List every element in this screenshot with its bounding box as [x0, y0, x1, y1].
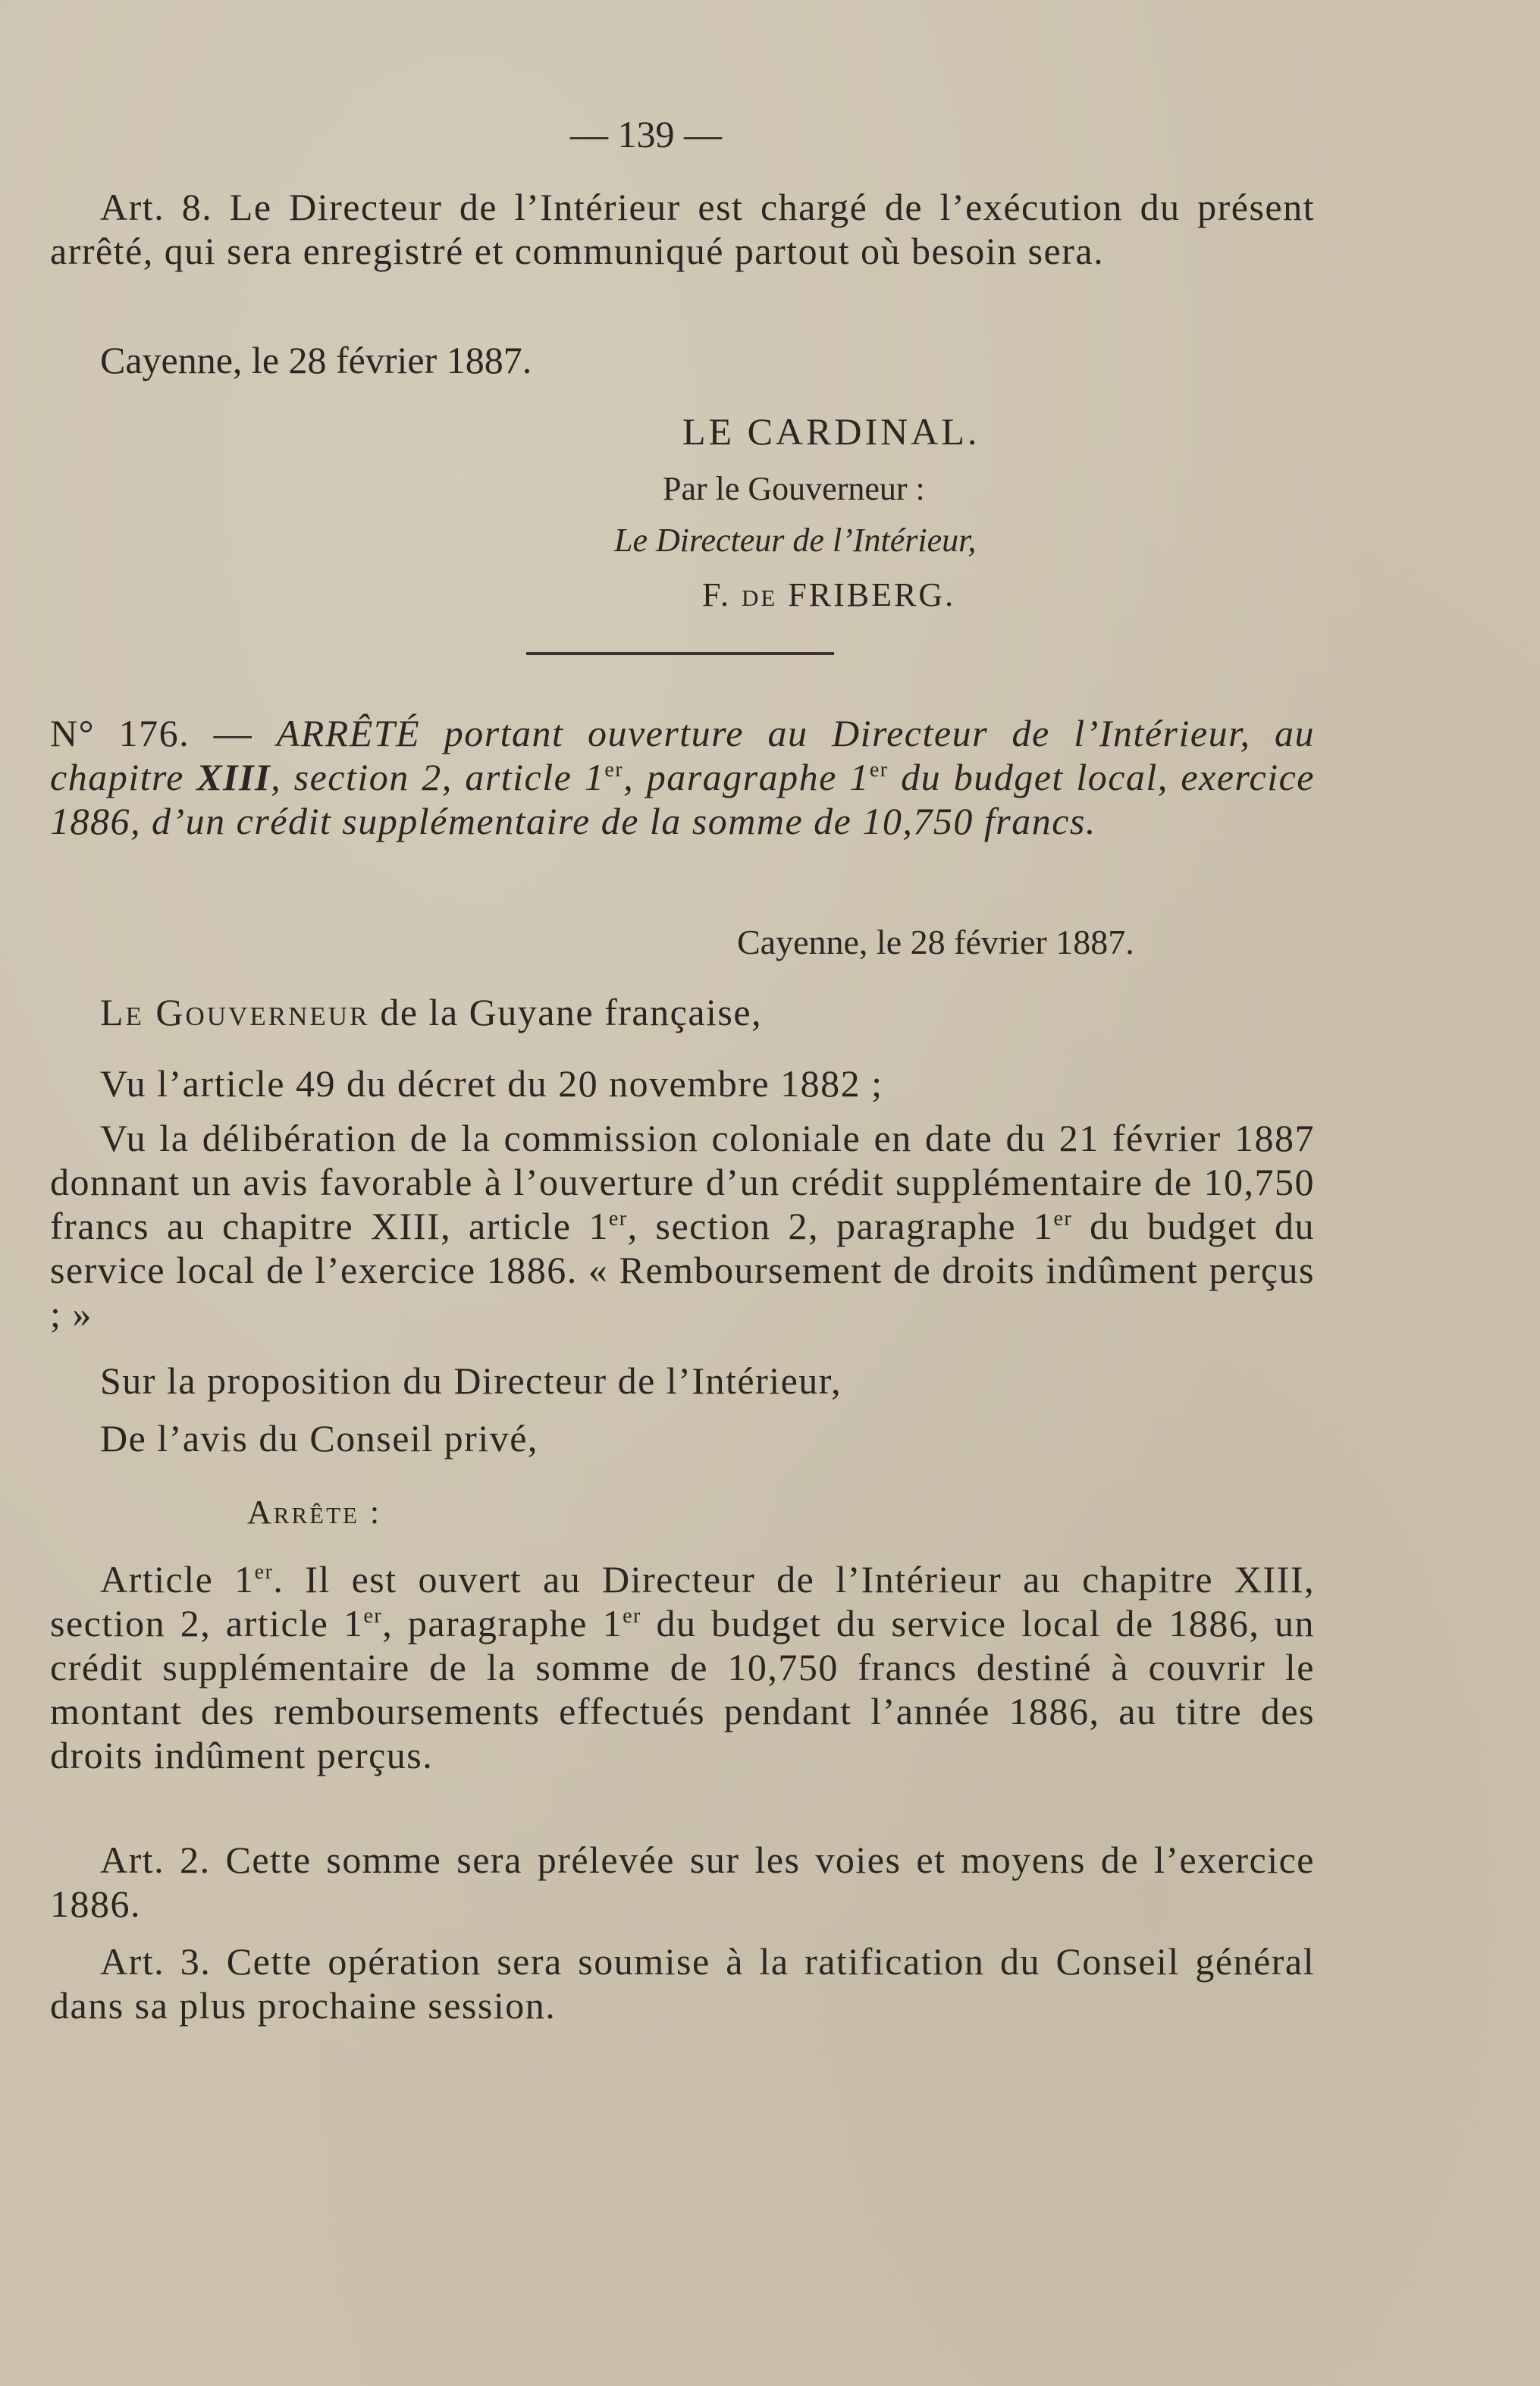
- article-3: Art. 3. Cette opération sera soumise à la ratification du Conseil général dans sa plus prochaine session.: [50, 1940, 1315, 2027]
- sur-proposition: Sur la proposition du Directeur de l’Intérieur,: [100, 1359, 842, 1402]
- article-1-text-a: . Il est ouvert au Directeur de l’Intérieur au chapitre XIII, section 2, article 1: [50, 1558, 1315, 1644]
- article-2: Art. 2. Cette somme sera prélevée sur les voies et moyens de l’exercice 1886.: [50, 1839, 1315, 1925]
- decree-title-3: , paragraphe 1: [623, 756, 870, 798]
- decree-er-2: er: [869, 758, 889, 782]
- decree-chapter: XIII: [196, 756, 271, 798]
- article-8-text: Le Directeur de l’Intérieur est chargé de l’exécution du présent arrêté, qui sera enregistré et communiqué partout où besoin sera.: [50, 186, 1316, 272]
- vu2-c: du budget du service local de l’exercice 1886. « Remboursement de droits indûment perçus ; »: [50, 1205, 1316, 1335]
- dateline-1: Cayenne, le 28 février 1887.: [100, 339, 532, 381]
- gouverneur-line: [50, 990, 1315, 1034]
- article-1-er-2: er: [363, 1604, 383, 1628]
- separator-rule: [526, 652, 834, 655]
- decree-heading: [50, 711, 1315, 843]
- decree-er-1: er: [604, 758, 624, 782]
- page-number: — 139 —: [570, 113, 722, 155]
- signature-by: Par le Gouverneur :: [663, 470, 925, 507]
- signature-title: Le Directeur de l’Intérieur,: [614, 522, 977, 559]
- article-1: [50, 1557, 1315, 1777]
- gouverneur: Le Gouverneur: [100, 991, 370, 1033]
- vu-article: Vu l’article 49 du décret du 20 novembre 1882 ;: [100, 1062, 883, 1105]
- article-1-text-c: du budget du service local de 1886, un crédit supplémentaire de la somme de 10,750 francs destiné à couvrir le montant des remboursements effectués pendant l’année 1886, au titre des droits indûment perçus.: [50, 1602, 1315, 1776]
- signature-signer: F. de FRIBERG.: [702, 576, 956, 613]
- decree-title-1: ARRÊTÉ portant ouverture au Directeur de l’Intérieur, au chapitre: [50, 712, 1315, 798]
- article-8-label: Art. 8.: [100, 186, 213, 228]
- gouverneur-rest: de la Guyane française,: [369, 991, 763, 1033]
- article-1-text-b: , paragraphe 1: [382, 1602, 623, 1644]
- vu2-b: , section 2, paragraphe 1: [627, 1205, 1054, 1247]
- article-1-er-3: er: [623, 1604, 641, 1628]
- decree-number: N° 176. —: [50, 712, 253, 754]
- article-1-er: er: [254, 1560, 274, 1584]
- vu-deliberation: [50, 1116, 1315, 1336]
- vu2-er-1: er: [608, 1207, 628, 1231]
- dateline-2: Cayenne, le 28 février 1887.: [737, 923, 1134, 961]
- article-1-label: Article 1: [100, 1558, 255, 1601]
- avis-conseil: De l’avis du Conseil privé,: [100, 1417, 538, 1460]
- signature-name: LE CARDINAL.: [682, 410, 980, 453]
- vu2-er-2: er: [1053, 1207, 1073, 1231]
- arrete-heading: Arrête :: [247, 1494, 382, 1531]
- decree-title-2: , section 2, article 1: [271, 756, 605, 798]
- decree-title-4: du budget local, exercice 1886, d’un crédit supplémentaire de la somme de 10,750 francs.: [50, 756, 1316, 842]
- article-8: [50, 185, 1315, 273]
- vu2-a: Vu la délibération de la commission coloniale en date du 21 février 1887 donnant un avis favorable à l’ouverture d’un crédit supplémentaire de 10,750 francs au chapitre XIII, article 1: [50, 1117, 1315, 1247]
